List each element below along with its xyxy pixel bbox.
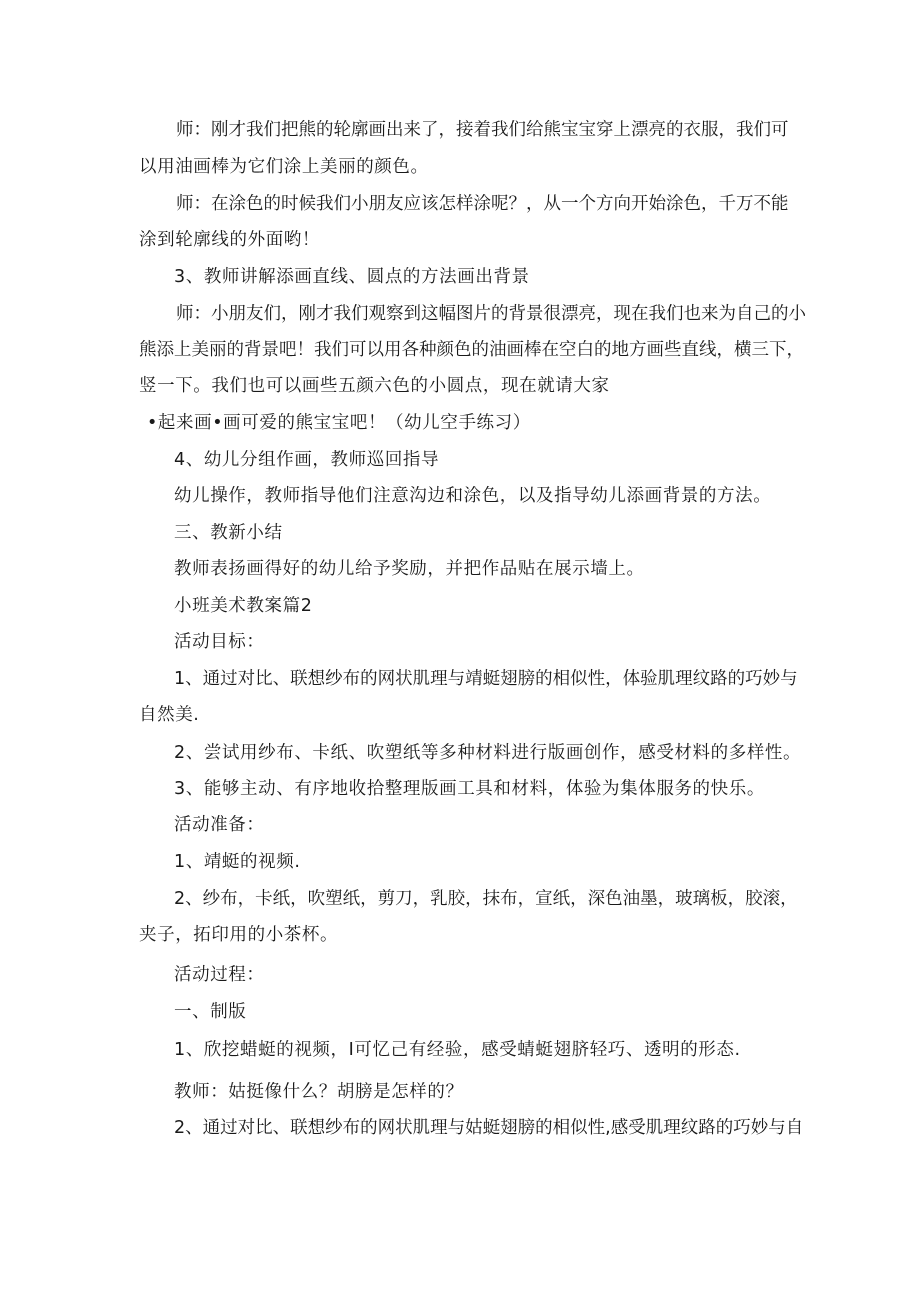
text-line: 教师：姑挺像什么？胡膀是怎样的？ (174, 1082, 464, 1102)
section-heading: 3、教师讲解添画直线、圆点的方法画出背景 (174, 267, 530, 287)
text-line: 1、靖蜓的视频. (174, 852, 301, 872)
text-line: 熊 添 上 美 丽 的 背 景 吧 ！ 我 们 可 以 用 各 种 颜 色 的 油 画 棒 在 空 白 的 地 方 画 些 直 线 ， 横 三 下 ， (139, 340, 804, 360)
section-heading: 4、幼儿分组作画，教师巡回指导 (174, 450, 440, 470)
text-line: 自然美. (139, 705, 200, 725)
text-line: 教师表扬画得好的幼儿给予奖励，并把作品贴在展示墙上。 (174, 559, 645, 579)
article-title: 小班美术教案篇2 (174, 596, 313, 616)
text-line: 1 、 通 过 对 比 、 联 想 纱 布 的 网 状 肌 理 与 靖 蜓 翅 膀 的 相 似 性 ， 体 验 肌 理 纹 路 的 巧 妙 与 (174, 669, 798, 689)
text-line: 2、尝试用纱布、卡纸、吹塑纸等多种材料进行版画创作，感受材料的多样性。 (174, 743, 802, 763)
text-line: 师 ： 小 朋 友 们 ， 刚 才 我 们 观 察 到 这 幅 图 片 的 背 景 很 漂 亮 ， 现 在 我 们 也 来 为 自 己 的 小 (176, 304, 806, 324)
text-line: •起来画•画可爱的熊宝宝吧！（幼儿空手练习） (147, 413, 531, 433)
text-line: 师 ： 在 涂 色 的 时 候 我 们 小 朋 友 应 该 怎 样 涂 呢 ？ ， 从 一 个 方 向 开 始 涂 色 ， 千 万 不 能 (176, 194, 789, 214)
section-heading: 活动过程： (174, 965, 265, 985)
section-heading: 活动目标： (174, 632, 265, 652)
text-line: 竖一下。我们也可以画些五颜六色的小圆点，现在就请大家 (139, 376, 610, 396)
text-line: 师 ： 刚 才 我 们 把 熊 的 轮 廓 画 出 来 了 ， 接 着 我 们 给 熊 宝 宝 穿 上 漂 亮 的 衣 服 ， 我 们 可 (176, 120, 789, 140)
text-line: 夹子，拓印用的小茶杯。 (139, 925, 339, 945)
text-line: 2 、 通 过 对 比 、 联 想 纱 布 的 网 状 肌 理 与 姑 蜓 翅 膀 的 相 似 性 , 感 受 肌 理 纹 路 的 巧 妙 与 自 (174, 1118, 804, 1138)
text-line: 以用油画棒为它们涂上美丽的颜色。 (139, 157, 429, 177)
section-heading: 一、制版 (174, 1002, 247, 1022)
section-heading: 三、教新小结 (174, 523, 283, 543)
text-line: 2 、 纱 布 ， 卡 纸 ， 吹 塑 纸 ， 剪 刀 ， 乳 胶 ， 抹 布 ， 宣 纸 ， 深 色 油 墨 ， 玻 璃 板 ， 胶 滚 ， (174, 889, 798, 909)
text-line: 1、欣挖蜡蜓的视频，I可忆己有经验，感受蜻蜓翅脐轻巧、透明的形态. (174, 1040, 741, 1060)
section-heading: 活动准备： (174, 815, 265, 835)
text-line: 3、能够主动、有序地收拾整理版画工具和材料，体验为集体服务的快乐。 (174, 779, 765, 799)
text-line: 幼儿操作，教师指导他们注意沟边和涂色，以及指导幼儿添画背景的方法。 (174, 486, 772, 506)
text-line: 涂到轮廓线的外面哟！ (139, 230, 320, 250)
